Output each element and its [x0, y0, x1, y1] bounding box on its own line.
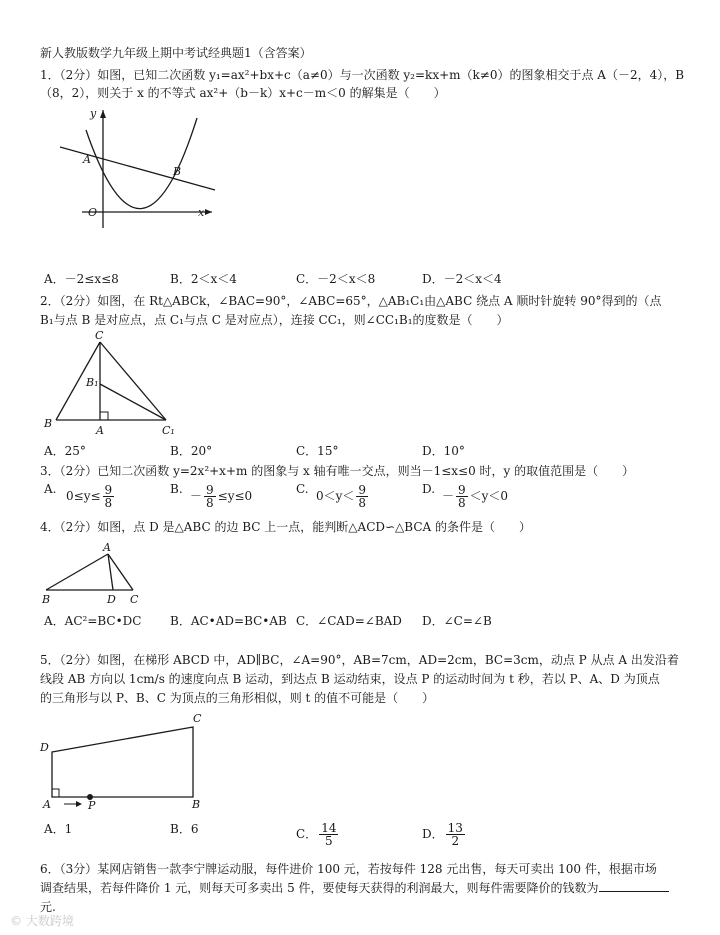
q1-option-d: D．－2＜x＜4: [422, 272, 502, 286]
q2-label-c1: C₁: [162, 424, 175, 437]
q5-d-num: 13: [447, 821, 463, 835]
q2-label-a: A: [96, 424, 104, 437]
q3-d-pre: －: [442, 489, 455, 503]
q5-stem-line1: 5．（2分）如图，在梯形 ABCD 中，AD∥BC，∠A=90°，AB=7cm，AD=2cm，BC=3cm，动点 P 从点 A 出发沿着: [40, 653, 679, 667]
q5-label-b: B: [192, 798, 201, 811]
q3-stem-line1: 3．（2分）已知二次函数 y=2x²+x+m 的图象与 x 轴有唯一交点，则当－1≤x≤0 时，y 的取值范围是（ ）: [40, 464, 635, 478]
q5-d-fraction: [446, 822, 465, 847]
q3-a-num: 9: [104, 483, 113, 497]
q3-a-pre: 0≤y≤: [66, 489, 101, 503]
q3-d-den: 8: [458, 496, 466, 510]
q1-label-b: B: [173, 165, 182, 178]
q4-option-a: A．AC²=BC•DC: [44, 614, 142, 628]
q1-label-o: O: [88, 206, 98, 219]
q2-option-d: D．10°: [422, 444, 465, 458]
watermark: © 大数跨境: [10, 914, 74, 928]
q3-b-num: 9: [206, 483, 214, 497]
q2-option-c: C．15°: [296, 444, 339, 458]
q5-d-pre: D．: [422, 827, 444, 841]
q5-option-a: A．1: [44, 822, 73, 836]
q3-b-post: ≤y≤0: [217, 489, 253, 503]
q5-option-c: [296, 822, 340, 847]
q3-letter-c: C.: [296, 482, 309, 496]
q4-option-d: D．∠C=∠B: [422, 614, 492, 628]
q1-stem-line1: 1．（2分）如图，已知二次函数 y₁=ax²+bx+c（a≠0）与一次函数 y₂=kx+m（k≠0）的图象相交于点 A（－2，4），B: [40, 68, 685, 82]
q5-option-d: [422, 822, 467, 847]
q5-stem-line3: 的三角形与以 P、B、C 为顶点的三角形相似，则 t 的值不可能是（ ）: [40, 691, 435, 705]
q6-stem-line3: 元.: [40, 900, 56, 914]
q3-letter-b: B.: [170, 482, 183, 496]
q5-c-num: 14: [321, 821, 337, 835]
q4-option-b: B．AC•AD=BC•AB: [170, 614, 287, 628]
q4-label-d: D: [107, 593, 116, 606]
q6-stem-line2-text: 调查结果，若每件降价 1 元，则每天可多卖出 5 件，要使每天获得的利润最大，则每件需要降价的钱数为: [40, 881, 599, 895]
page-title: 新人教版数学九年级上期中考试经典题1（含答案）: [40, 46, 312, 60]
q2-stem-line1: 2．（2分）如图，在 Rt△ABCk，∠BAC=90°，∠ABC=65°，△AB₁C₁由△ABC 绕点 A 顺时针旋转 90°得到的（点: [40, 294, 662, 308]
q4-label-c: C: [130, 593, 139, 606]
q3-c-den: 8: [358, 496, 367, 510]
q1-label-a: A: [83, 153, 91, 166]
q6-answer-blank: [599, 881, 669, 892]
q5-label-c: C: [193, 712, 202, 725]
q3-letter-a: A.: [44, 482, 57, 496]
q4-label-b: B: [42, 593, 51, 606]
q5-label-a: A: [43, 798, 51, 811]
q1-option-b: B．2＜x＜4: [170, 272, 237, 286]
q2-option-b: B．20°: [170, 444, 213, 458]
q3-c-pre: 0＜y＜: [316, 489, 355, 503]
q4-option-c: C．∠CAD=∠BAD: [296, 614, 402, 628]
q5-d-den: 2: [451, 834, 460, 848]
q5-c-fraction: [319, 822, 338, 847]
q1-label-y: y: [90, 107, 97, 120]
q3-b-den: 8: [206, 496, 214, 510]
q6-stem-line1: 6．（3分）某网店销售一款李宁牌运动服，每件进价 100 元，若按每件 128 元出售，每天可卖出 100 件，根据市场: [40, 862, 657, 876]
q3-c-num: 9: [358, 483, 367, 497]
q3-d-num: 9: [458, 483, 466, 497]
q2-label-b1: B₁: [86, 376, 99, 389]
q1-label-x: x: [198, 206, 205, 219]
q1-option-a: A．－2≤x≤8: [44, 272, 119, 286]
q5-c-pre: C．: [296, 827, 318, 841]
q3-d-post: ＜y＜0: [469, 489, 509, 503]
q5-stem-line2: 线段 AB 方向以 1cm/s 的速度向点 B 运动，到达点 B 运动结束，设点 P 的运动时间为 t 秒，若以 P、A、D 为顶点: [40, 672, 660, 686]
q5-c-den: 5: [325, 834, 333, 848]
q1-option-c: C．－2＜x＜8: [296, 272, 376, 286]
q2-label-b: B: [44, 417, 53, 430]
q4-label-a: A: [103, 541, 111, 554]
q5-label-d: D: [40, 741, 49, 754]
q2-label-c: C: [95, 329, 104, 342]
q3-b-pre: －: [190, 489, 203, 503]
q4-stem-line1: 4．（2分）如图，点 D 是△ABC 的边 BC 上一点，能判断△ACD∽△BCA 的条件是（ ）: [40, 520, 531, 534]
q3-a-den: 8: [104, 496, 113, 510]
q1-stem-line2: （8，2），则关于 x 的不等式 ax²+（b－k）x+c－m＜0 的解集是（ ）: [40, 86, 446, 100]
q5-option-b: B．6: [170, 822, 199, 836]
q2-stem-line2: B₁与点 B 是对应点，点 C₁与点 C 是对应点），连接 CC₁，则∠CC₁B₁的度数是（ ）: [40, 313, 509, 327]
q2-option-a: A．25°: [44, 444, 86, 458]
q3-letter-d: D.: [422, 482, 436, 496]
q6-stem-line2: [40, 881, 669, 895]
q5-label-p: P: [88, 799, 96, 812]
